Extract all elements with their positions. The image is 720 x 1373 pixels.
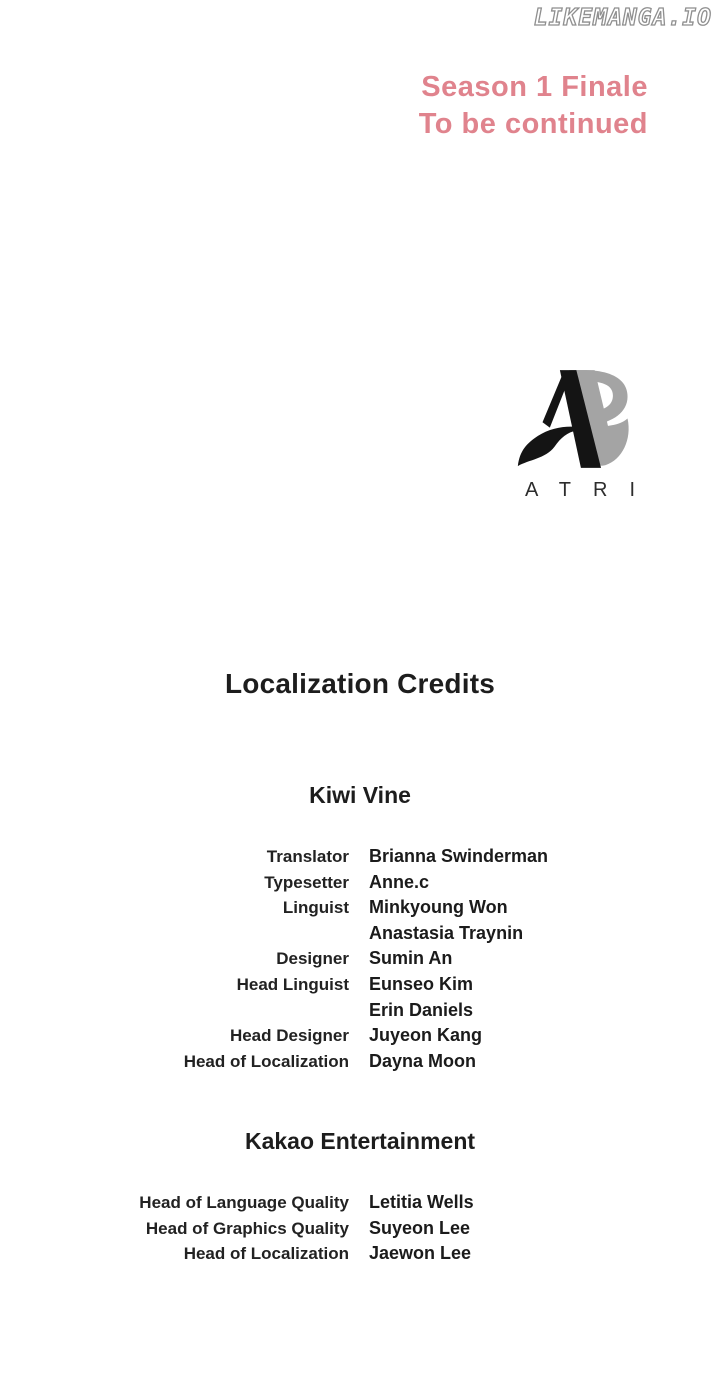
credit-role-label: Head of Localization (183, 1244, 349, 1264)
credit-row (0, 870, 720, 896)
credit-person-name: Brianna Swinderman (369, 846, 549, 866)
credit-row (0, 1241, 720, 1267)
credit-person-name: Jaewon Lee (369, 1243, 472, 1264)
credit-row (0, 921, 720, 947)
credit-role-label: Translator (266, 847, 349, 866)
publisher-wordmark: ATRI (524, 479, 658, 501)
credit-person-name: Suyeon Lee (369, 1217, 471, 1238)
credit-row (0, 1190, 720, 1216)
credit-row (0, 1216, 720, 1242)
season-banner-line2: To be continued (418, 108, 648, 140)
credit-row (0, 946, 720, 972)
section-heading-kakao-entertainment: Kakao Entertainment (244, 1128, 476, 1154)
credit-person-name: Sumin An (369, 948, 453, 969)
section-heading-kiwi-vine: Kiwi Vine (309, 782, 411, 808)
credit-row (0, 972, 720, 998)
credit-row (0, 1023, 720, 1049)
credit-row (0, 895, 720, 921)
credit-row (0, 998, 720, 1024)
credit-person-name: Juyeon Kang (369, 1025, 483, 1046)
credit-row (0, 1049, 720, 1075)
credit-role-label: Head Linguist (236, 974, 349, 994)
credit-role-label: Typesetter (264, 872, 349, 892)
credit-role-label: Linguist (282, 898, 349, 918)
publisher-logo (516, 370, 658, 502)
credit-list-kiwi-vine (0, 844, 720, 1074)
credit-person-name: Erin Daniels (369, 999, 474, 1020)
credit-person-name: Eunseo Kim (369, 973, 474, 994)
credit-role-label: Head of Language Quality (139, 1193, 349, 1212)
credit-role-label: Designer (276, 949, 349, 969)
credit-person-name: Minkyoung Won (369, 897, 508, 918)
credit-list-kakao-entertainment (0, 1190, 720, 1267)
credit-role-label: Head of Graphics Quality (145, 1218, 349, 1238)
credits-page-title: Localization Credits (224, 668, 496, 699)
credit-role-label: Head Designer (229, 1026, 349, 1046)
site-watermark: LIKEMANGA.IO (533, 5, 712, 31)
credit-row (0, 844, 720, 870)
credit-person-name: Dayna Moon (369, 1050, 477, 1071)
credit-role-label: Head of Localization (183, 1051, 349, 1071)
credit-person-name: Letitia Wells (369, 1192, 474, 1212)
credit-person-name: Anne.c (369, 871, 430, 892)
ar-monogram-icon (516, 370, 644, 468)
credit-person-name: Anastasia Traynin (369, 922, 524, 943)
season-banner (419, 69, 648, 143)
season-banner-line1: Season 1 Finale (421, 71, 648, 103)
